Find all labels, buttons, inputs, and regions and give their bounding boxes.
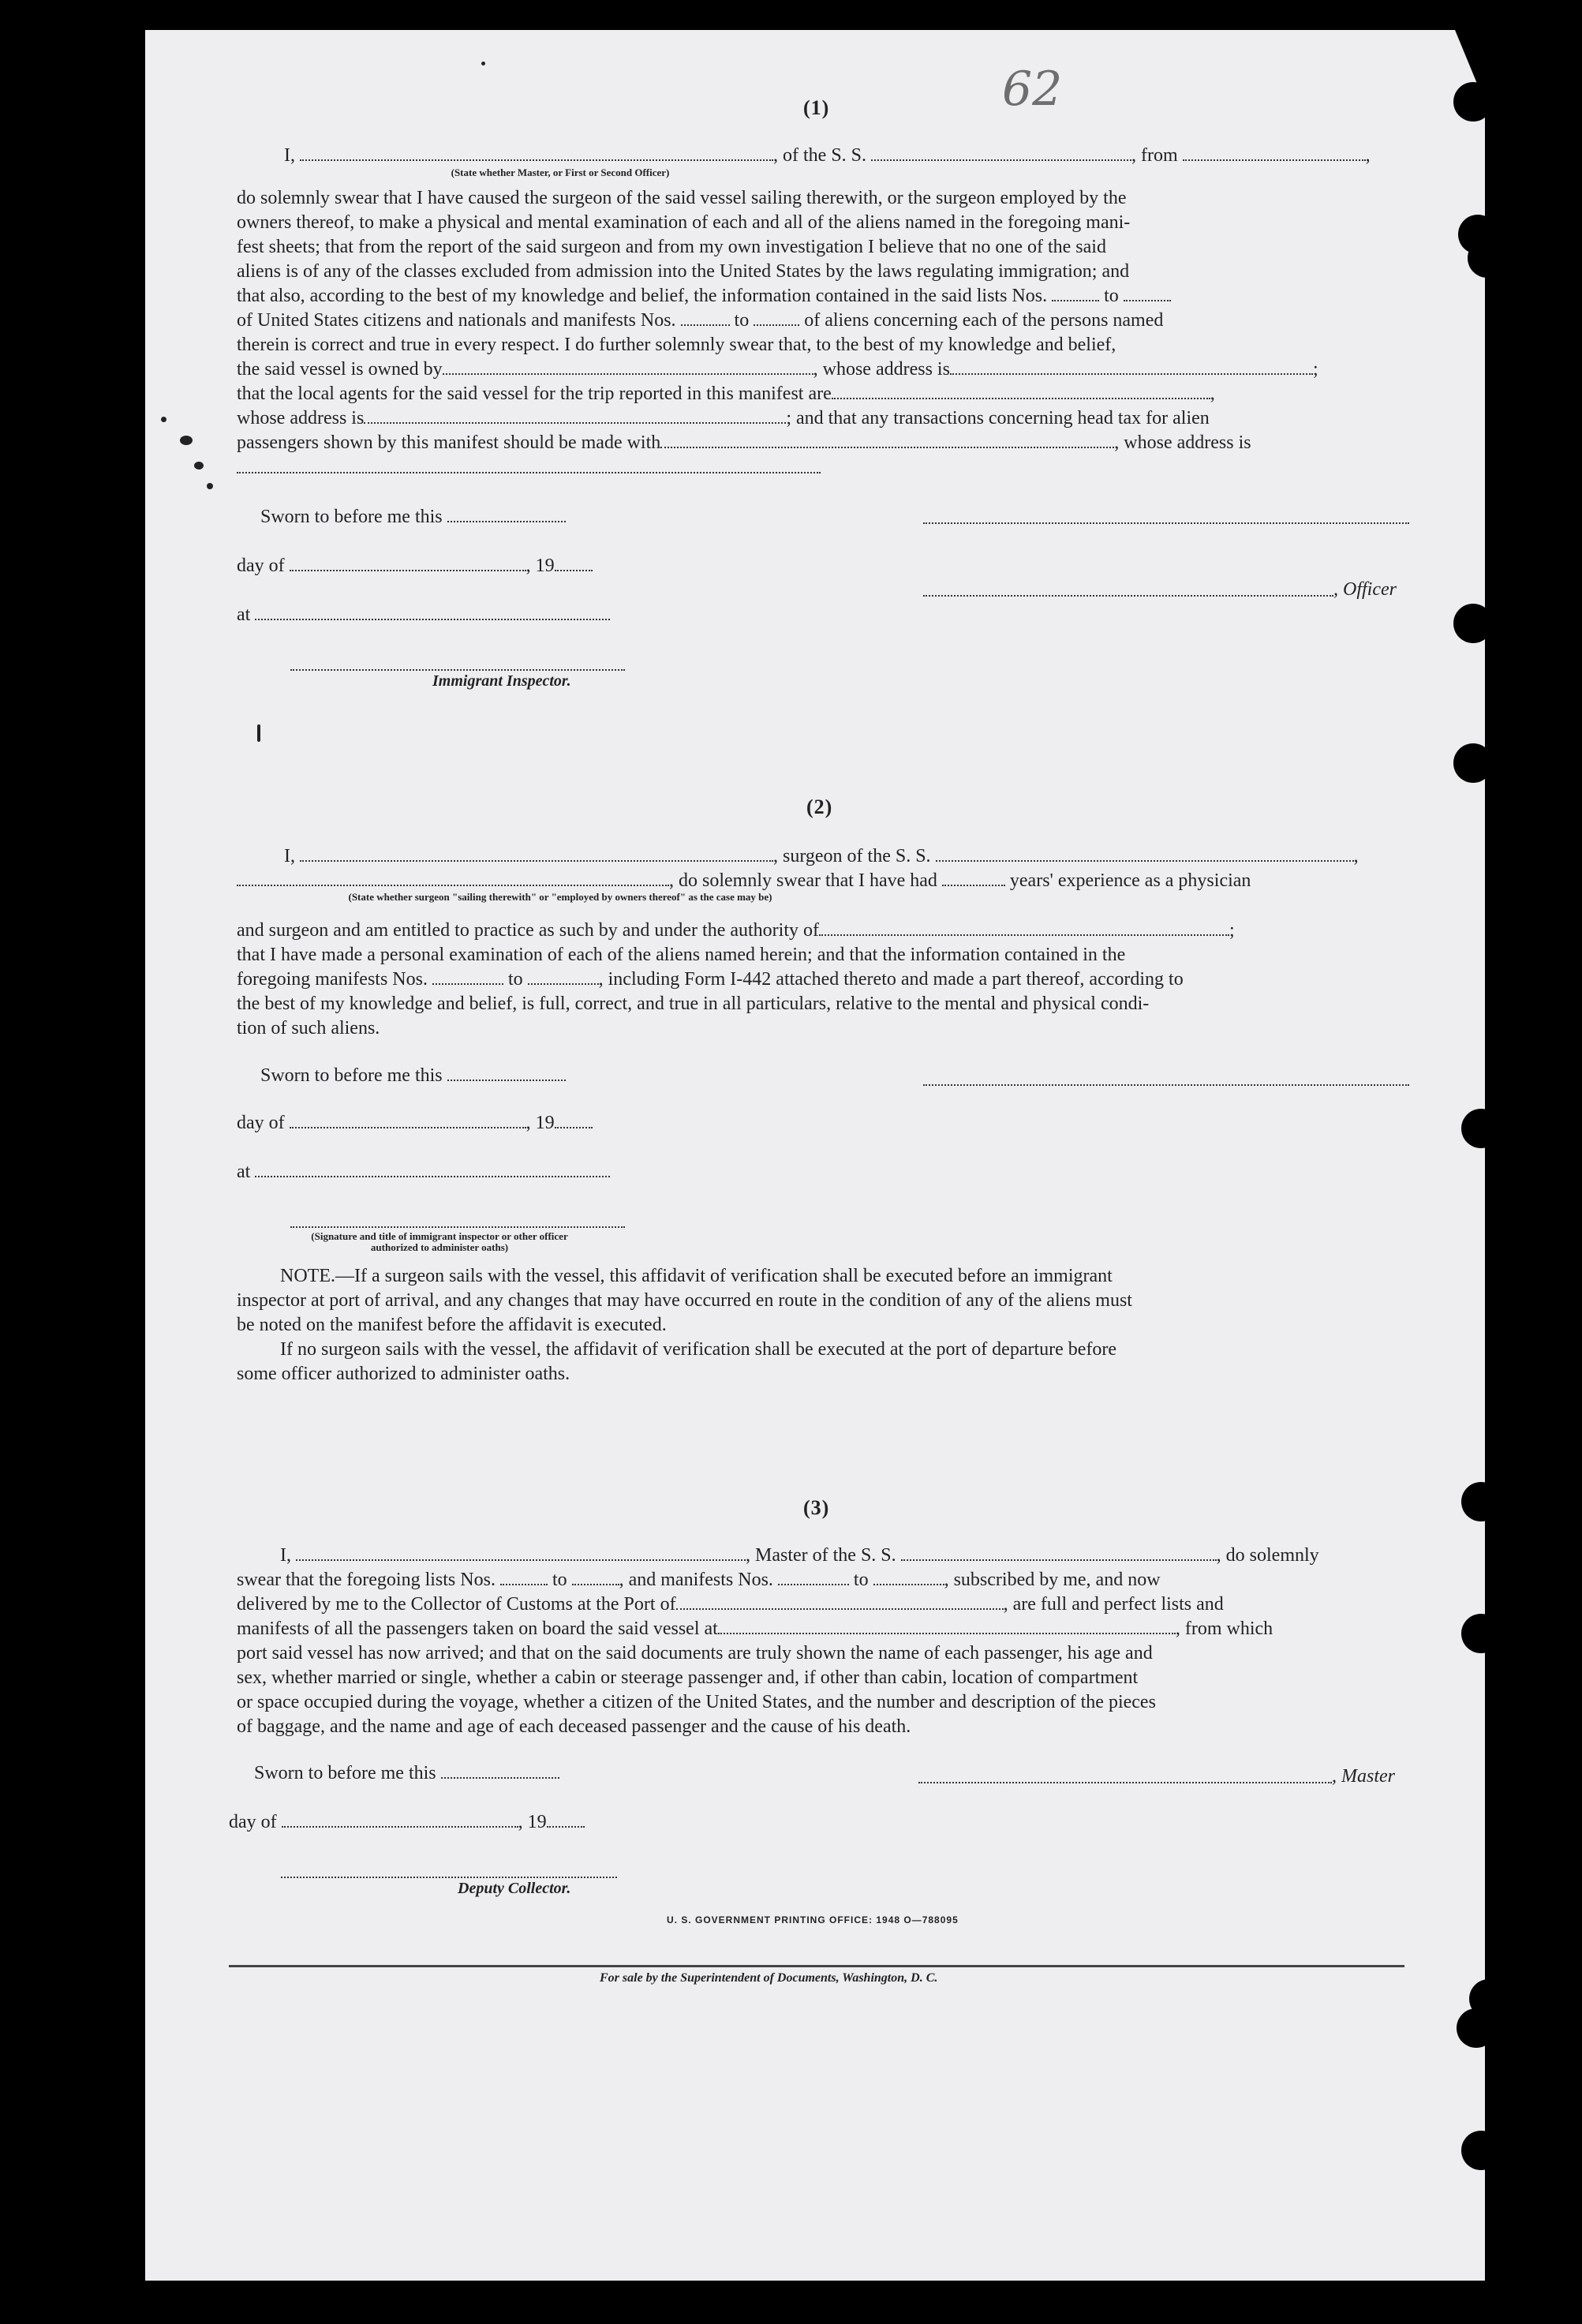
binder-hole: [1461, 1109, 1501, 1148]
for-sale-notice: For sale by the Superintendent of Documents, Washington, D. C.: [600, 1971, 938, 1985]
section-2-number: (2): [806, 795, 833, 818]
binder-hole: [1453, 82, 1493, 122]
s2-day-of: day of , 19: [237, 1111, 593, 1136]
officer-rank-note: (State whether Master, or First or Second Officer): [451, 167, 670, 178]
section-3-number: (3): [803, 1496, 830, 1519]
s2-surgeon-signature-line[interactable]: [923, 1083, 1409, 1086]
s3-body-3: or space occupied during the voyage, whether a citizen of the United States, and the number and description of the pieces: [237, 1692, 1156, 1712]
s3-master-label: , Master: [1332, 1766, 1395, 1787]
s2-body-2: the best of my knowledge and belief, is full, correct, and true in all particulars, relative to the mental and physical condi-: [237, 994, 1150, 1014]
ink-speck: [180, 436, 193, 445]
binder-hole: [1468, 238, 1507, 278]
s1-line1: I, , of the S. S. , from ,: [284, 145, 1371, 166]
s1-local-agents: that the local agents for the said vessel for the trip reported in this manifest are ,: [237, 384, 1215, 404]
ink-speck: [161, 417, 166, 422]
s2-line2: , do solemnly swear that I have had years' experience as a physician: [237, 869, 1411, 893]
s1-day-of: day of , 19: [237, 554, 593, 578]
s1-body-1: do solemnly swear that I have caused the surgeon of the said vessel sailing therewith, or the surgeon employed by the: [237, 188, 1127, 208]
s1-passengers: passengers shown by this manifest should be made with , whose address is: [237, 432, 1251, 453]
s2-note-2: inspector at port of arrival, and any changes that may have occurred en route in the condition of any of the aliens must: [237, 1290, 1132, 1311]
s1-body-4: aliens is of any of the classes excluded from admission into the United States by the laws regulating immigration; and: [237, 261, 1130, 282]
s1-body-2: owners thereof, to make a physical and mental examination of each and all of the aliens named in the foregoing mani-: [237, 212, 1131, 233]
s2-foregoing: foregoing manifests Nos. to , including Form I-442 attached thereto and made a part thereof, according to: [237, 969, 1184, 990]
s2-body-1: that I have made a personal examination of each of the aliens named herein; and that the information contained in the: [237, 945, 1126, 965]
binder-hole: [1461, 1482, 1501, 1521]
s3-day-of: day of , 19: [229, 1810, 585, 1835]
s3-body-1: port said vessel has now arrived; and that on the said documents are truly shown the name of each passenger, his age and: [237, 1643, 1153, 1663]
s2-note-1: NOTE.—If a surgeon sails with the vessel, this affidavit of verification shall be executed before an immigrant: [280, 1266, 1113, 1286]
s2-signature-note: (Signature and title of immigrant inspector or other officer authorized to administer oaths): [311, 1230, 568, 1253]
s3-body-2: sex, whether married or single, whether a cabin or steerage passenger and, if other than cabin, location of compartment: [237, 1667, 1139, 1688]
ink-speck: [194, 462, 204, 470]
s1-owned-by: the said vessel is owned by , whose address is ;: [237, 359, 1318, 380]
s1-body-7: therein is correct and true in every respect. I do further solemnly swear that, to the best of my knowledge and belief,: [237, 335, 1116, 355]
s1-at: at: [237, 603, 610, 627]
handwritten-page-number: 62: [1002, 62, 1063, 117]
s2-body-3: tion of such aliens.: [237, 1018, 380, 1039]
footer-rule: [229, 1965, 1404, 1967]
printer-imprint: U. S. GOVERNMENT PRINTING OFFICE: 1948 O—788095: [667, 1914, 959, 1925]
s1-officer-label: , Officer: [1333, 579, 1397, 600]
s2-inspector-signature-line[interactable]: [290, 1225, 625, 1228]
s3-line2: swear that the foregoing lists Nos. to , and manifests Nos. to , subscribed by me, and now: [237, 1570, 1161, 1590]
ink-speck: [207, 483, 213, 489]
s1-inspector-label: Immigrant Inspector.: [432, 672, 571, 690]
s3-deputy-label: Deputy Collector.: [458, 1880, 571, 1897]
s3-line3: delivered by me to the Collector of Customs at the Port of , are full and perfect lists and: [237, 1594, 1224, 1615]
s2-practice: and surgeon and am entitled to practice as such by and under the authority of ;: [237, 920, 1235, 941]
binder-hole: [1453, 604, 1493, 643]
s1-body-6: of United States citizens and nationals and manifests Nos. to of aliens concerning each of the persons named: [237, 310, 1164, 331]
s2-at: at: [237, 1160, 610, 1184]
binder-hole: [1457, 2008, 1496, 2048]
section-1-number: (1): [803, 96, 830, 119]
s3-sworn: Sworn to before me this: [254, 1761, 559, 1786]
s1-officer-signature-line[interactable]: [923, 521, 1409, 524]
s1-inspector-signature-line[interactable]: [290, 668, 625, 671]
s3-line1: I, , Master of the S. S. , do solemnly: [280, 1545, 1319, 1566]
s2-line1: I, , surgeon of the S. S. ,: [284, 846, 1359, 866]
binder-hole: [1461, 1614, 1501, 1653]
binder-hole: [1461, 2131, 1501, 2170]
s2-note-4: If no surgeon sails with the vessel, the affidavit of verification shall be executed at the port of departure before: [280, 1339, 1117, 1360]
ink-speck: [481, 62, 485, 65]
s2-sworn: Sworn to before me this: [260, 1064, 566, 1088]
s1-body-5: that also, according to the best of my knowledge and belief, the information contained in the said lists Nos. to: [237, 284, 1411, 309]
s3-line4: manifests of all the passengers taken on board the said vessel at , from which: [237, 1619, 1273, 1639]
s3-master-signature-line[interactable]: [918, 1780, 1332, 1783]
s1-sworn: Sworn to before me this: [260, 505, 566, 530]
s2-note-3: be noted on the manifest before the affidavit is executed.: [237, 1315, 667, 1335]
s1-officer-line[interactable]: [923, 593, 1333, 597]
binder-hole: [1453, 743, 1493, 783]
s1-body-3: fest sheets; that from the report of the said surgeon and from my own investigation I believe that no one of the said: [237, 237, 1106, 257]
s3-body-4: of baggage, and the name and age of each deceased passenger and the cause of his death.: [237, 1716, 911, 1737]
s2-note-5: some officer authorized to administer oaths.: [237, 1364, 570, 1384]
surgeon-type-note: (State whether surgeon "sailing therewith" or "employed by owners thereof" as the case may be): [348, 891, 772, 903]
s1-address-blank: [237, 470, 821, 473]
s1-whose-address: whose address is ; and that any transactions concerning head tax for alien: [237, 408, 1210, 428]
s3-deputy-signature-line[interactable]: [281, 1875, 617, 1878]
ink-speck: [257, 724, 260, 742]
